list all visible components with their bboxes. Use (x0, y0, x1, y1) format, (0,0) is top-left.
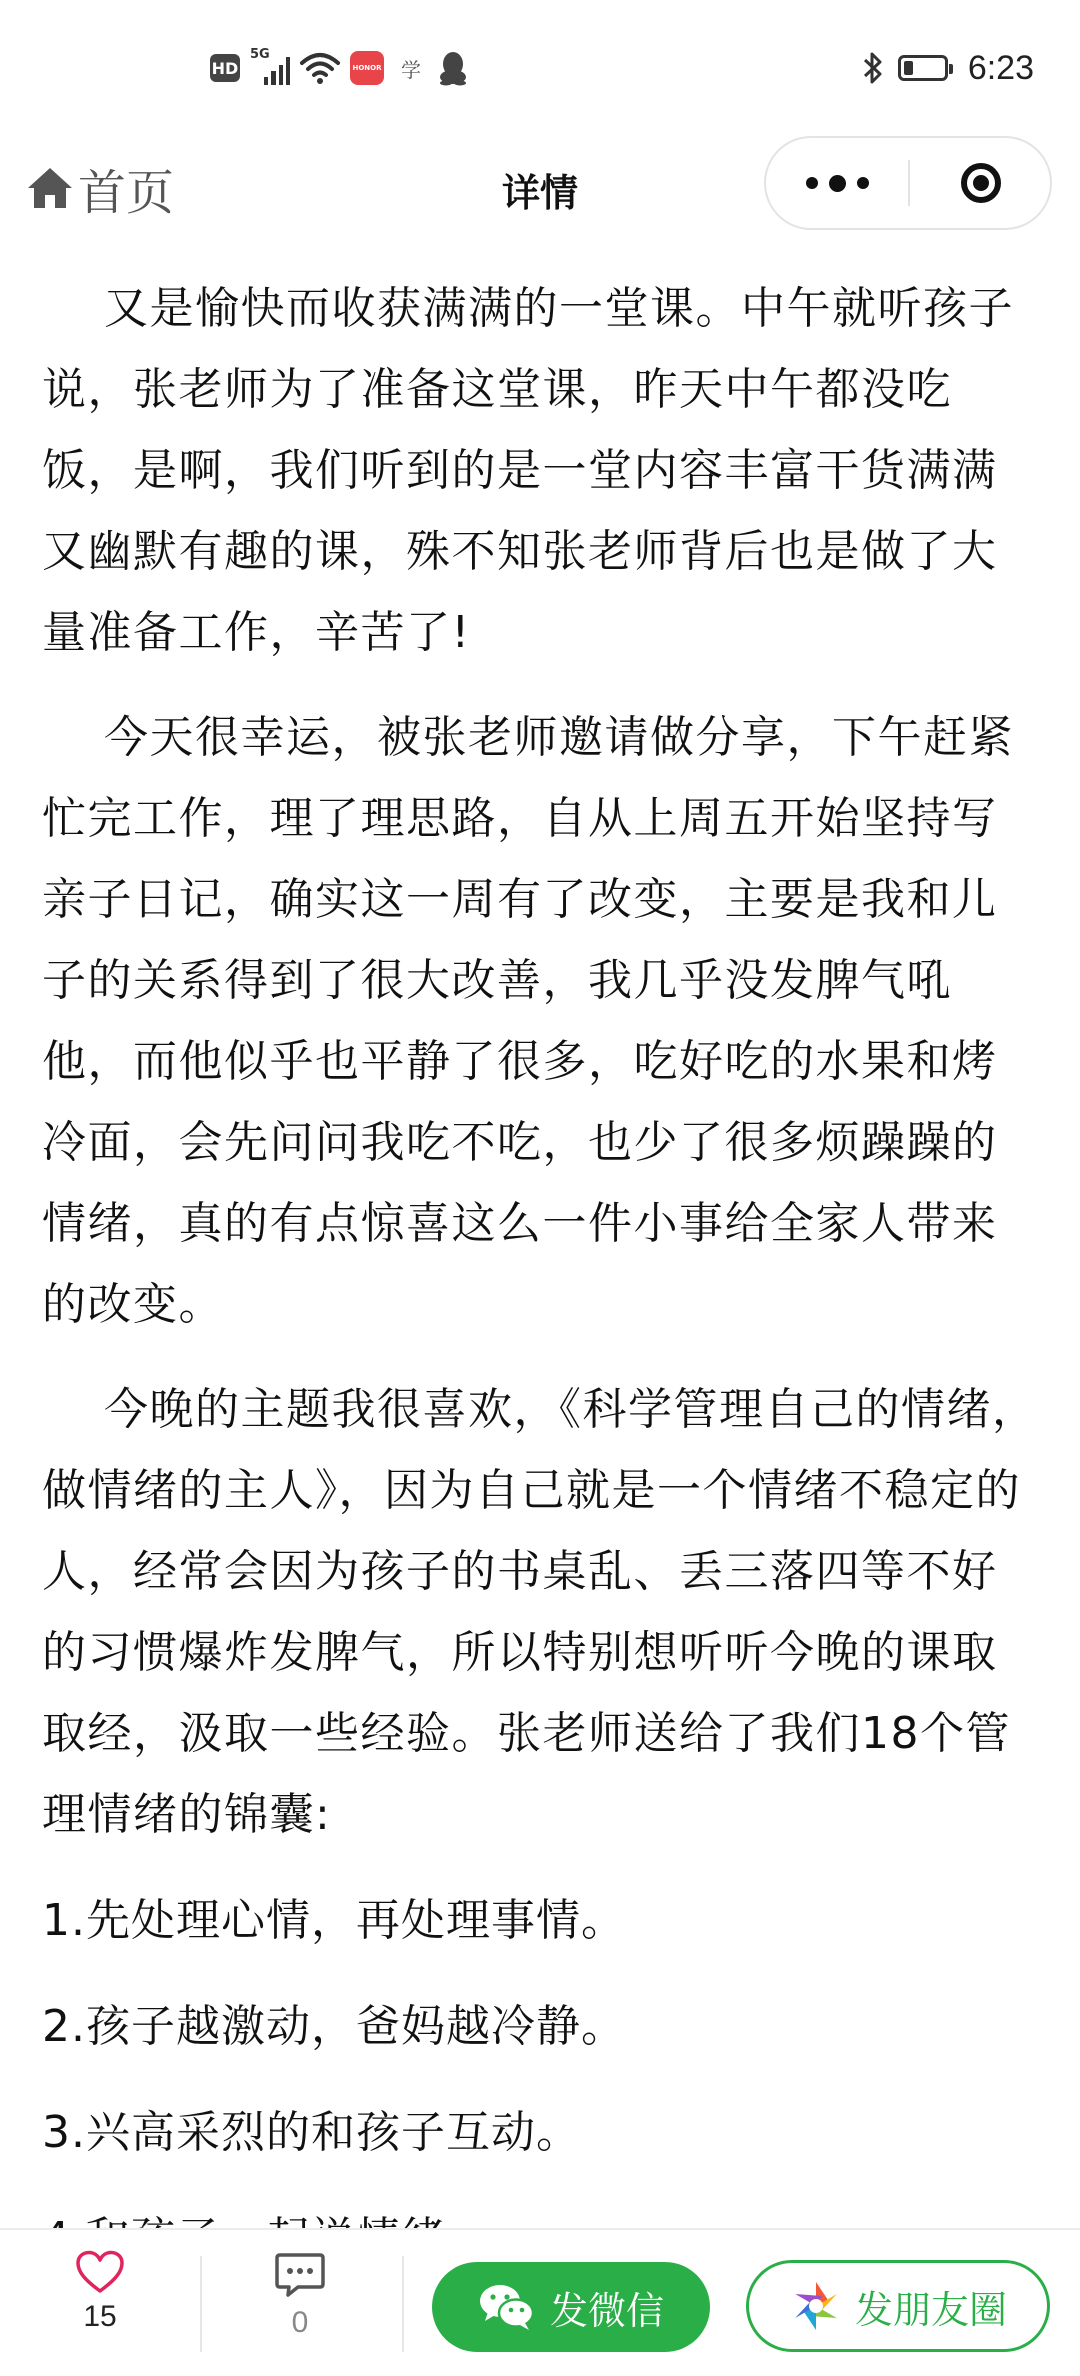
comment-icon (274, 2252, 326, 2298)
qq-penguin-icon (438, 51, 468, 85)
tip-list-item: 3.兴高采烈的和孩子互动。 (42, 2107, 581, 2158)
heart-icon (75, 2250, 125, 2294)
status-bar (0, 0, 1080, 130)
bottom-action-bar (0, 2228, 1080, 2376)
status-right-icons (862, 44, 1034, 92)
comment-count: 0 (291, 2306, 309, 2339)
share-moments-label: 发朋友圈 (854, 2287, 1007, 2332)
bar-divider (200, 2256, 202, 2352)
article-body (42, 268, 1042, 2230)
network-type-label: 5G (250, 47, 270, 62)
more-dot-icon (806, 177, 818, 189)
article-paragraph: 又是愉快而收获满满的一堂课。中午就听孩子说，张老师为了准备这堂课，昨天中午都没吃饭，是啊，我们听到的是一堂内容丰富干货满满又幽默有趣的课，殊不知张老师背后也是做了大量准备工作，辛苦了! (42, 283, 1014, 658)
like-button[interactable] (40, 2250, 160, 2360)
page-title: 详情 (501, 171, 578, 215)
bluetooth-icon (862, 50, 884, 86)
honor-app-icon: HONOR (350, 51, 384, 85)
tip-list-item: 2.孩子越激动，爸妈越冷静。 (42, 2001, 626, 2052)
study-app-icon: 学 (401, 57, 421, 82)
wifi-icon (300, 51, 340, 85)
more-menu-button[interactable] (766, 138, 908, 228)
article-paragraph: 今晚的主题我很喜欢，《科学管理自己的情绪，做情绪的主人》，因为自己就是一个情绪不稳定的人，经常会因为孩子的书桌乱、丢三落四等不好的习惯爆炸发脾气，所以特别想听听今晚的课取取经，汲取一些经验。张老师送给了我们18个管理情绪的锦囊: (42, 1384, 1038, 1840)
battery-icon (898, 55, 948, 81)
capsule-divider (908, 160, 910, 206)
share-moments-button[interactable] (746, 2260, 1050, 2352)
nav-bar (0, 130, 1080, 246)
more-dot-icon (829, 175, 846, 192)
like-count: 15 (83, 2300, 117, 2333)
comment-button[interactable] (240, 2252, 360, 2362)
status-left-icons (210, 44, 468, 92)
tip-list-item: 1.先处理心情，再处理事情。 (42, 1895, 626, 1946)
mini-program-capsule (764, 136, 1052, 230)
share-wechat-button[interactable] (432, 2262, 710, 2352)
article-paragraph: 今天很幸运，被张老师邀请做分享，下午赶紧忙完工作，理了理思路，自从上周五开始坚持写亲子日记，确实这一周有了改变，主要是我和儿子的关系得到了很大改善，我几乎没发脾气吼他，而他似乎也平静了很多，吃好吃的水果和烤冷面，会先问问我吃不吃，也少了很多烦躁躁的情绪，真的有点惊喜这么一件小事给全家人带来的改变。 (42, 712, 1014, 1330)
hd-badge: HD (210, 54, 240, 82)
more-dot-icon (857, 177, 869, 189)
battery-fill (904, 61, 914, 75)
share-wechat-label: 发微信 (549, 2288, 664, 2333)
clock-time: 6:23 (967, 48, 1034, 87)
bar-divider (402, 2256, 404, 2352)
moments-aperture-icon (789, 2279, 843, 2333)
close-mini-program-button[interactable] (912, 138, 1050, 228)
cellular-signal-icon (250, 47, 290, 85)
wechat-icon (478, 2282, 536, 2332)
target-circle-icon (961, 163, 1001, 203)
home-label: 首页 (78, 164, 175, 221)
